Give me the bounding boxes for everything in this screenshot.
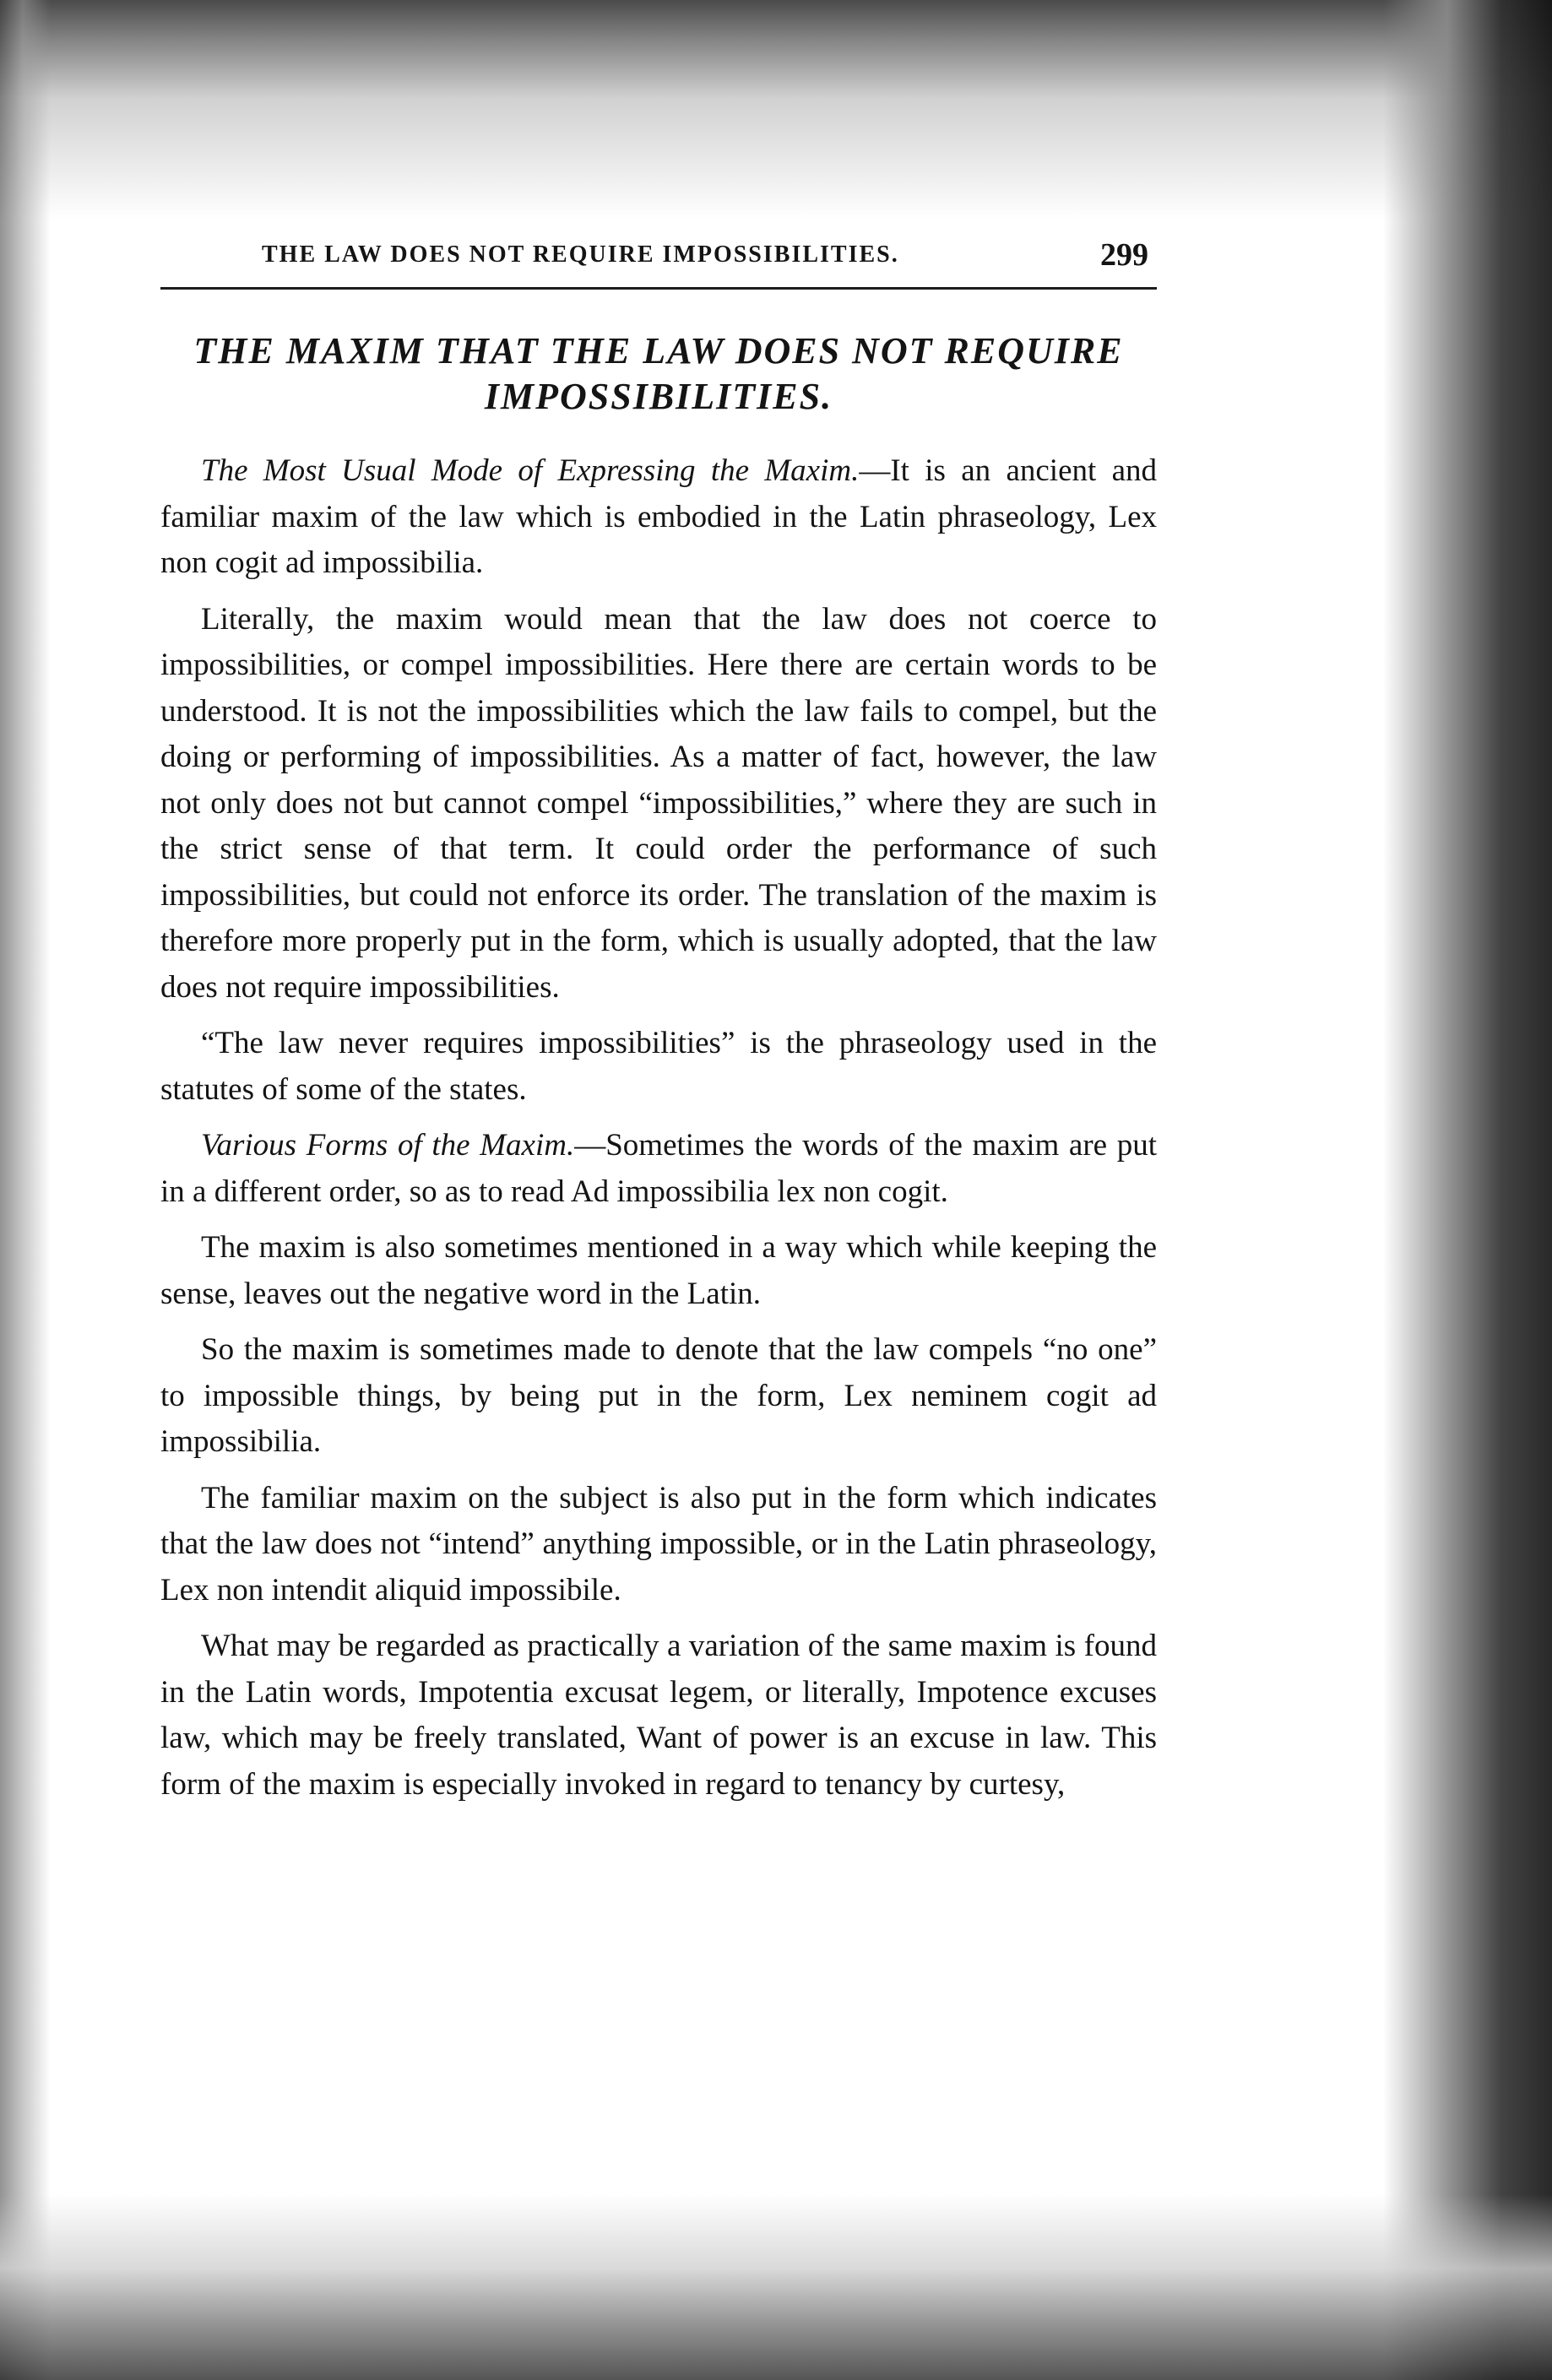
scan-shadow-bottom: [0, 2194, 1552, 2380]
scan-shadow-top: [0, 0, 1552, 220]
paragraph: [160, 1225, 1157, 1317]
paragraph: [160, 448, 1157, 587]
paragraph-text: —Sometimes the words of the maxim are put in a different order, so as to read Ad impossibilia lex non cogit.: [160, 1128, 1157, 1209]
paragraph-subhead: Various Forms of the Maxim.: [201, 1128, 575, 1163]
paragraph-text: The familiar maxim on the subject is also put in the form which indicates that the law does not “intend” anything impossible, or in the Latin phraseology, Lex non intendit aliquid impossibile.: [160, 1480, 1157, 1607]
paragraph: [160, 1624, 1157, 1808]
paragraph-subhead: The Most Usual Mode of Expressing the Maxim.: [201, 453, 860, 488]
book-page: [160, 236, 1157, 1818]
paragraph: [160, 1327, 1157, 1466]
paragraph-text: What may be regarded as practically a variation of the same maxim is found in the Latin words, Impotentia excusat legem, or literally, Impotence excuses law, which may be freely translated, Want of power is an excuse in law. This form of the maxim is especially invoked in regard to tenancy by curtesy,: [160, 1629, 1157, 1802]
paragraph-text: —It is an ancient and familiar maxim of the law which is embodied in the Latin phraseology, Lex non cogit ad impossibilia.: [160, 453, 1158, 580]
running-head: [160, 236, 1157, 290]
section-title-line-1: THE MAXIM THAT THE LAW DOES NOT REQUIRE: [193, 330, 1124, 371]
page-number: 299: [1100, 237, 1148, 273]
paragraph-text: Literally, the maxim would mean that the law does not coerce to impossibilities, or compel impossibilities. Here there are certain words to be understood. It is not the impossibilities which the law fails to compel, but the doing or performing of impossibilities. As a matter of fact, however, the law not only does not but cannot compel “impossibilities,” where they are such in the strict sense of that term. It could order the performance of such impossibilities, but could not enforce its order. The translation of the maxim is therefore more properly put in the form, which is usually adopted, that the law does not require impossibilities.: [160, 601, 1157, 1005]
paragraph: [160, 1123, 1157, 1215]
paragraph-text: “The law never requires impossibilities” is the phraseology used in the statutes of some of the states.: [160, 1026, 1157, 1107]
paragraph: [160, 1021, 1157, 1113]
paragraph-text: The maxim is also sometimes mentioned in a way which while keeping the sense, leaves out the negative word in the Latin.: [160, 1230, 1157, 1311]
running-title: THE LAW DOES NOT REQUIRE IMPOSSIBILITIES.: [262, 241, 899, 268]
section-title-line-2: IMPOSSIBILITIES.: [484, 376, 833, 417]
scan-shadow-right: [1383, 0, 1552, 2380]
section-title: [160, 328, 1157, 420]
paragraph: [160, 597, 1157, 1011]
paragraph-text: So the maxim is sometimes made to denote that the law compels “no one” to impossible things, by being put in the form, Lex neminem cogit ad impossibilia.: [160, 1332, 1157, 1459]
paragraph: [160, 1476, 1157, 1614]
scan-shadow-left: [0, 0, 51, 2380]
